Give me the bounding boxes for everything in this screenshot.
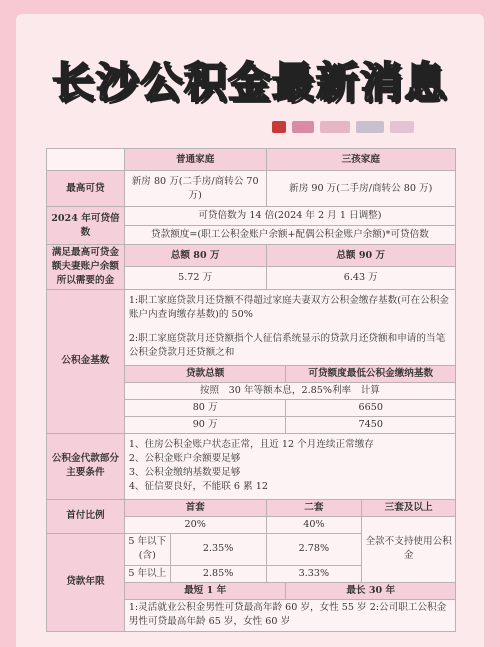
base-min-2: 7450: [286, 416, 456, 433]
term-max: 最长 30 年: [286, 582, 456, 599]
dp-header-first: 首套: [124, 499, 266, 516]
balance-value-90: 6.43 万: [266, 267, 456, 289]
row-label-term: 贷款年限: [47, 533, 125, 631]
condition-item: 2、公积金账户余额要足够: [128, 453, 241, 465]
row-label-conditions: 公积金代款部分主要条件: [47, 433, 125, 499]
balance-header-80: 总额 80 万: [124, 245, 266, 267]
term-age-note: 1:灵活就业公积金男性可贷最高年龄 60 岁，女性 55 岁 2:公司职工公积金男性可贷最高年龄 65 岁，女性 60 岁: [124, 599, 455, 631]
condition-item: 3、公积金缴纳基数要足够: [128, 467, 241, 479]
condition-item: 1、住房公积金账户状态正常，且近 12 个月连续正常缴存: [128, 439, 374, 451]
term-row1-second: 2.78%: [266, 533, 362, 565]
base-col-amount: 贷款总额: [124, 365, 286, 382]
max-loan-ordinary: 新房 80 万(二手房/商转公 70 万): [124, 171, 266, 207]
corner-cell: [47, 149, 125, 171]
term-row2-label: 5 年以上: [124, 565, 170, 582]
row-label-down-payment: 首付比例: [47, 499, 125, 533]
base-amount-1: 80 万: [124, 399, 286, 416]
dp-third-value: 全款不支持使用公积金: [362, 516, 456, 582]
dp-first-value: 20%: [124, 516, 266, 533]
header-three-child: 三孩家庭: [266, 149, 456, 171]
poster-title: 长沙公积金最新消息: [51, 58, 448, 107]
base-amount-2: 90 万: [124, 416, 286, 433]
condition-item: 4、征信要良好，不能联 6 累 12: [128, 481, 268, 493]
term-min: 最短 1 年: [124, 582, 286, 599]
base-col-min-base: 可贷额度最低公积金缴纳基数: [286, 365, 456, 382]
row-label-max-loan: 最高可贷: [47, 171, 125, 207]
max-loan-three-child: 新房 90 万(二手房/商转公 80 万): [266, 171, 456, 207]
blurred-watermark: [272, 118, 422, 136]
term-row2-second: 3.33%: [266, 565, 362, 582]
term-row1-first: 2.35%: [170, 533, 266, 565]
dp-second-value: 40%: [266, 516, 362, 533]
term-row1-label: 5 年以下(含): [124, 533, 170, 565]
base-rule-1: 1:职工家庭贷款月还贷额不得超过家庭夫妻双方公积金缴存基数(可在公积金账户内查询缴存基数)的 50%: [128, 295, 449, 321]
row-label-base: 公积金基数: [47, 289, 125, 433]
row-label-multiple: 2024 年可贷倍数: [47, 207, 125, 245]
multiple-value: 可贷倍数为 14 倍(2024 年 2 月 1 日调整): [124, 207, 455, 226]
dp-header-third: 三套及以上: [362, 499, 456, 516]
balance-value-80: 5.72 万: [124, 267, 266, 289]
dp-header-second: 二套: [266, 499, 362, 516]
header-ordinary: 普通家庭: [124, 149, 266, 171]
base-min-1: 6650: [286, 399, 456, 416]
multiple-formula: 贷款额度=(职工公积金账户余额+配偶公积金账户余额)*可贷倍数: [124, 226, 455, 245]
term-row2-first: 2.85%: [170, 565, 266, 582]
base-rules: [124, 289, 455, 365]
conditions-list: [124, 433, 455, 499]
balance-header-90: 总额 90 万: [266, 245, 456, 267]
policy-table: [46, 148, 456, 632]
base-assumption: 按照 30 年等额本息，2.85%利率 计算: [124, 382, 455, 399]
row-label-balance: 满足最高可贷金额夫妻账户余额所以需要的金: [47, 245, 125, 290]
base-rule-2: 2:职工家庭贷款月还贷额指个人征信系统显示的贷款月还贷额和申请的当笔公积金贷款月还贷额之和: [128, 333, 446, 359]
